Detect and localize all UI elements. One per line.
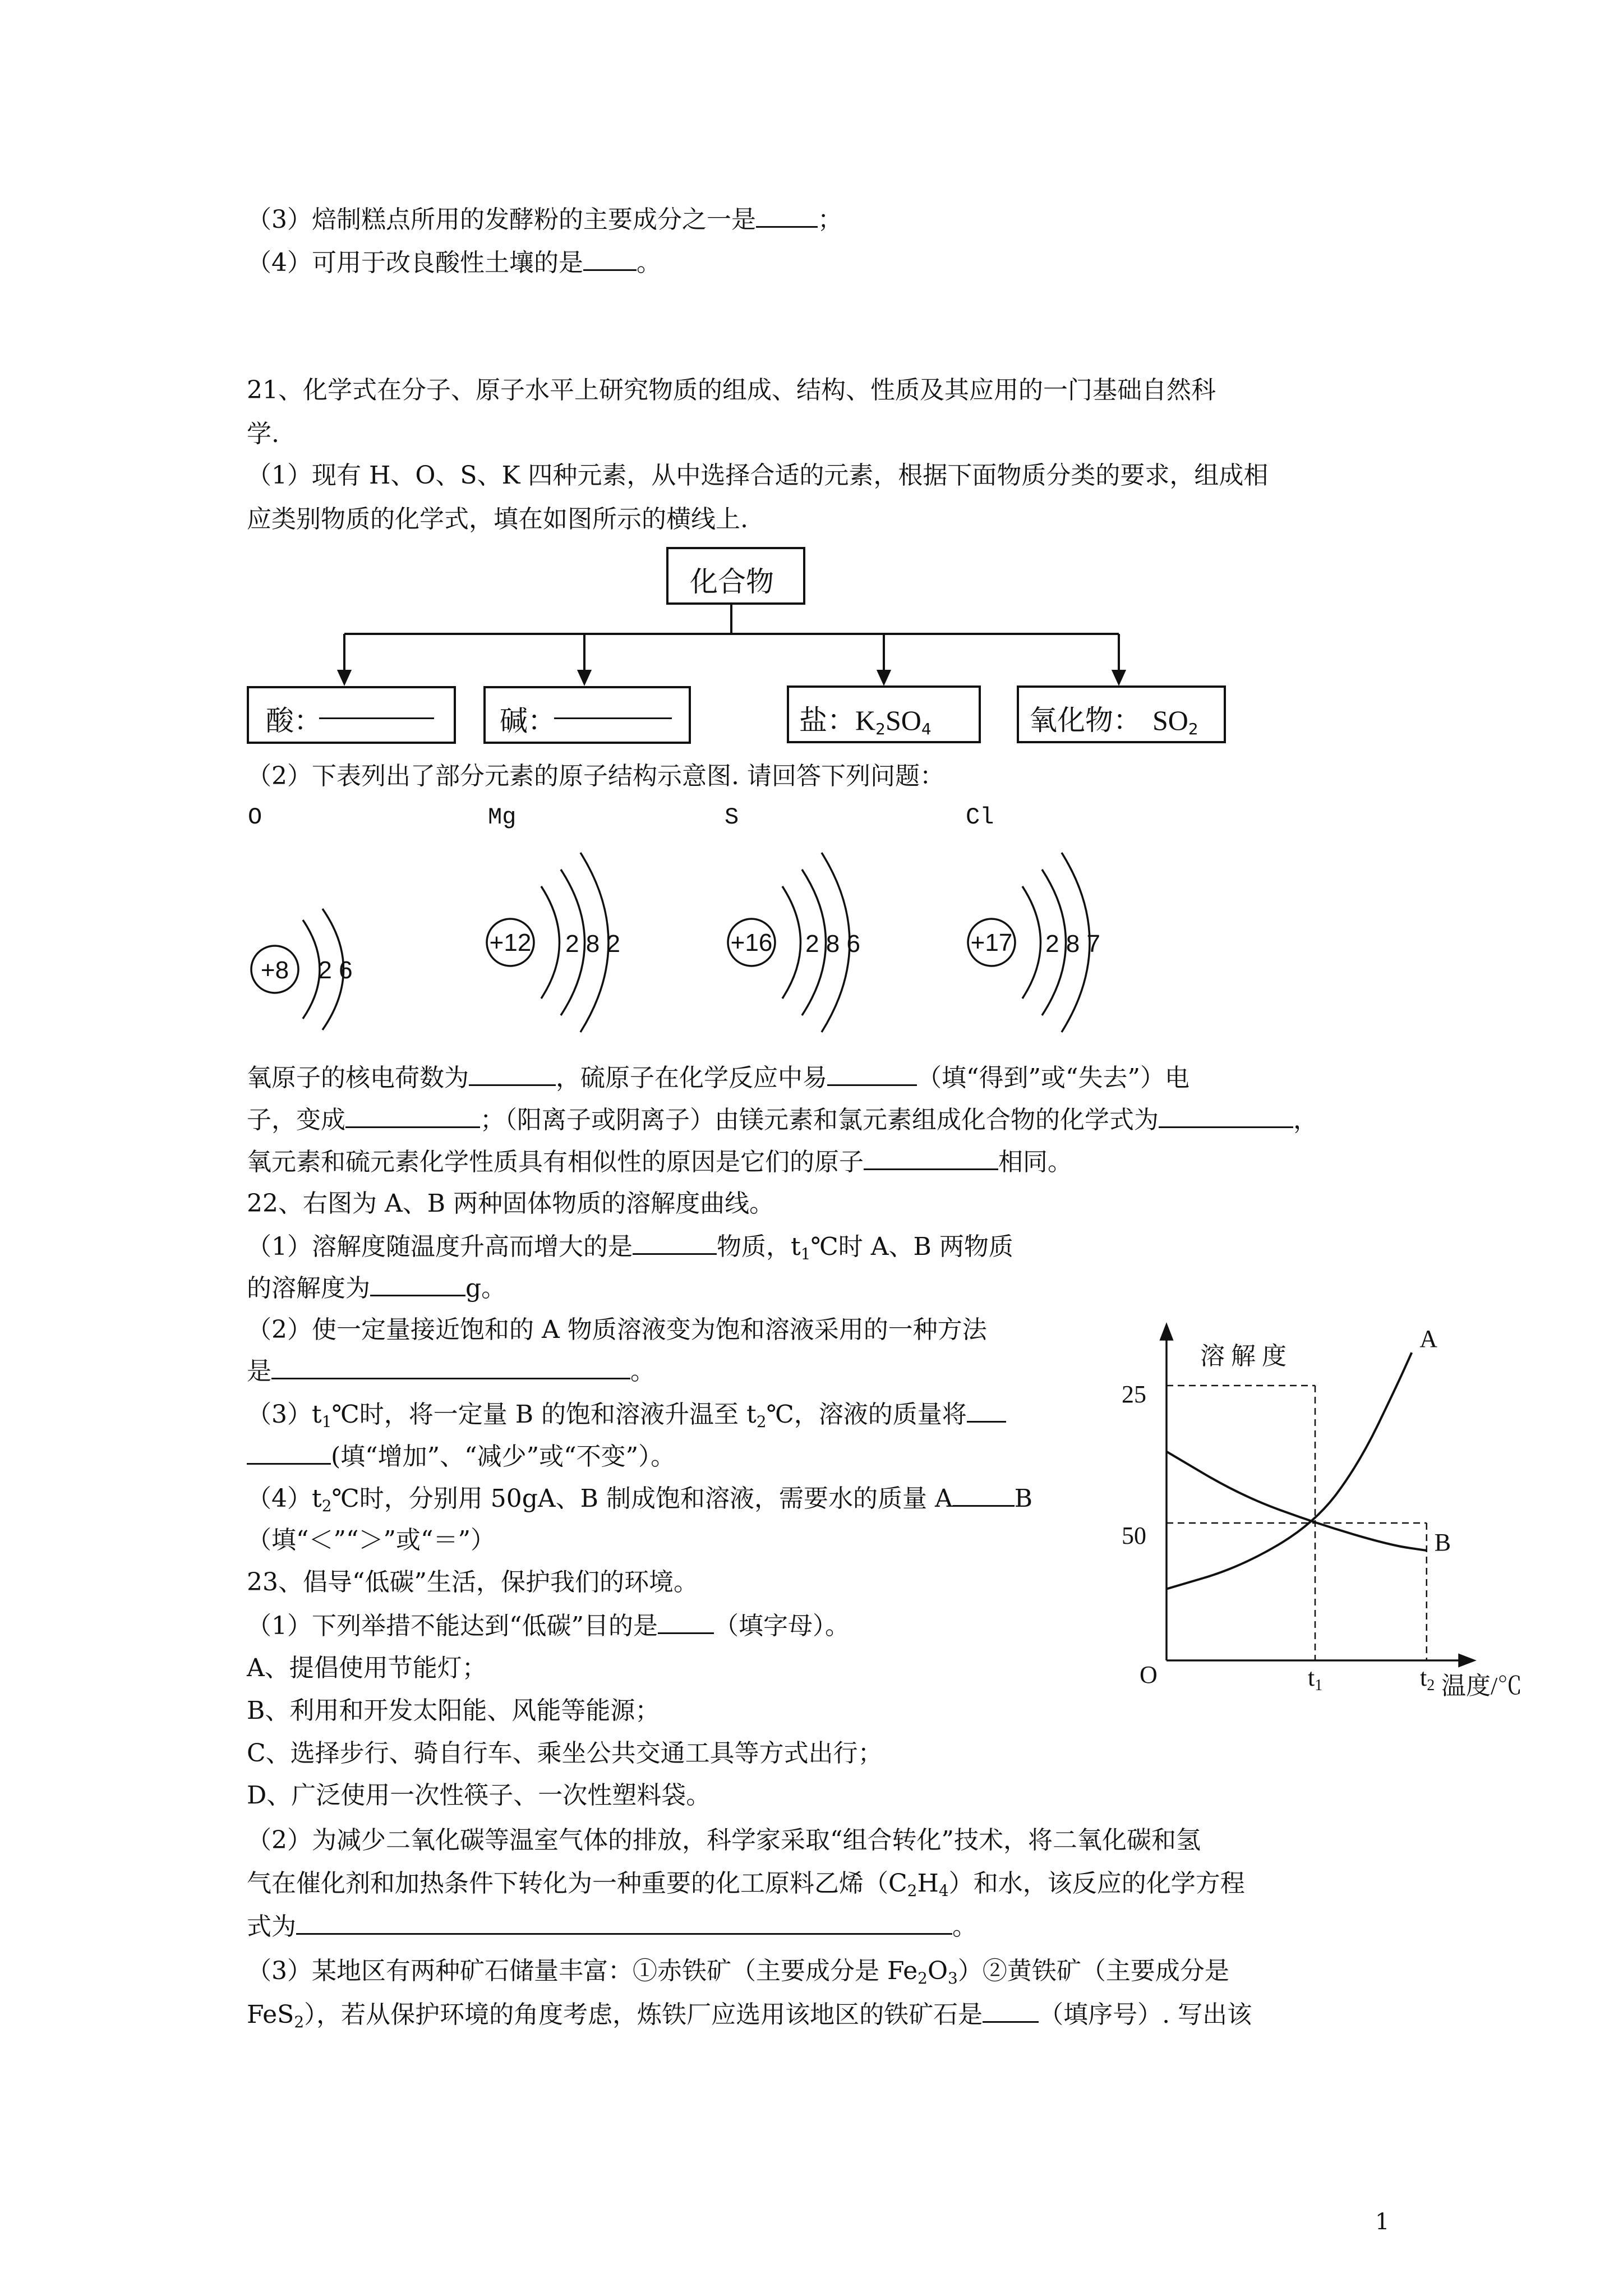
curve-b	[1166, 1452, 1427, 1550]
q21-intro-b: 学.	[247, 420, 279, 448]
chart-x-tick-t2-main: t	[1420, 1664, 1427, 1691]
q21-fill-b	[247, 1105, 1318, 1135]
q21-blank-ion-type[interactable]	[345, 1105, 480, 1128]
compound-root-box	[666, 547, 805, 605]
acid-box	[247, 686, 456, 744]
q23-2a: （2）为减少二氧化碳等温室气体的排放，科学家采取“组合转化”技术，将二氧化碳和氢	[247, 1826, 1201, 1855]
q23-2b-3: ）和水，该反应的化学方程	[948, 1869, 1245, 1898]
atom-o-nucleus: +8	[260, 956, 289, 984]
q23-3a-sub2: 2	[917, 1969, 928, 1987]
atom-o-symbol: O	[248, 804, 262, 831]
atom-cl-diagram	[968, 853, 1100, 1032]
oxide-label-text: 氧化物：	[1029, 704, 1141, 737]
q23-blank-ore[interactable]	[983, 2000, 1039, 2023]
q23-3a	[247, 1957, 1229, 1988]
q23-3b	[247, 2000, 1252, 2032]
atom-cl-shells: 2 8 7	[1045, 930, 1100, 958]
atom-mg-shells: 2 8 2	[565, 930, 620, 958]
q23-3a-1: （3）某地区有两种矿石储量丰富：①赤铁矿（主要成分是 Fe	[247, 1957, 918, 1985]
acid-blank[interactable]	[319, 717, 434, 719]
q21-blank-mgcl-formula[interactable]	[1159, 1105, 1293, 1128]
q21-blank-nuclear-charge[interactable]	[469, 1063, 556, 1086]
q23-3a-3: ）②黄铁矿（主要成分是	[957, 1957, 1229, 1985]
q22-intro: 22、右图为 A、B 两种固体物质的溶解度曲线。	[247, 1189, 774, 1218]
q22-blank-increasing[interactable]	[633, 1232, 717, 1255]
q21-fill-a	[247, 1063, 1189, 1093]
acid-label: 酸：	[266, 705, 322, 737]
q22-2b-1: 是	[247, 1357, 271, 1386]
q23-1-text: （1）下列举措不能达到“低碳”目的是	[247, 1612, 658, 1640]
q21-fill-a3: （填“得到”或“失去”）电	[917, 1064, 1189, 1092]
chart-x-tick-t1-sub: 1	[1315, 1677, 1323, 1694]
q23-2b-1: 气在催化剂和加热条件下转化为一种重要的化工原料乙烯（C	[247, 1869, 907, 1898]
q22-3b-text: (填“增加”、“减少”或“不变”）。	[331, 1442, 676, 1471]
base-box	[483, 686, 691, 744]
q22-3a-2: ℃时，将一定量 B 的饱和溶液升温至 t	[331, 1400, 757, 1429]
oxide-box	[1017, 685, 1226, 743]
q23-2c-1: 式为	[247, 1912, 296, 1941]
q21-fill-c	[247, 1147, 1072, 1177]
q23-1-end: （填字母）。	[713, 1612, 850, 1640]
salt-label-text: 盐：	[799, 704, 855, 737]
q23-2c-2: 。	[952, 1912, 977, 1941]
q23-3b-sub2: 2	[294, 2013, 305, 2031]
q21-2: （2）下表列出了部分元素的原子结构示意图. 请回答下列问题：	[247, 762, 944, 790]
atom-structure-diagrams	[0, 830, 1623, 1055]
q23-2b-sub4: 4	[938, 1881, 949, 1900]
salt-label	[799, 698, 932, 738]
q21-fill-a1: 氧原子的核电荷数为	[247, 1064, 469, 1092]
q23-3a-sub3: 3	[948, 1969, 958, 1987]
q22-3a-1: （3）t	[247, 1400, 322, 1429]
atom-s-nucleus: +16	[730, 929, 773, 956]
oxide-formula-sub: 2	[1188, 720, 1198, 738]
compound-root-label: 化合物	[690, 565, 774, 598]
curve-a	[1166, 1352, 1412, 1589]
q23-blank-equation[interactable]	[296, 1912, 952, 1935]
chart-y-label: 溶 解 度	[1200, 1342, 1287, 1370]
atom-mg-nucleus: +12	[489, 929, 532, 956]
q23-3b-2: ），若从保护环境的角度考虑，炼铁厂应选用该地区的铁矿石是	[304, 2000, 983, 2029]
atom-s-symbol: S	[725, 804, 739, 831]
atom-s-diagram	[728, 853, 860, 1032]
q21-fill-b2: ；（阳离子或阴离子）由镁元素和氯元素组成化合物的化学式为	[480, 1106, 1159, 1134]
q22-3a-3: ℃，溶液的质量将	[766, 1400, 967, 1429]
q22-blank-compare[interactable]	[953, 1484, 1015, 1507]
q21-fill-c1: 氧元素和硫元素化学性质具有相似性的原因是它们的原子	[247, 1148, 864, 1176]
atom-o-diagram	[251, 909, 353, 1030]
q20-3-text: （3）焙制糕点所用的发酵粉的主要成分之一是	[247, 205, 756, 234]
q23-2b-2: H	[917, 1869, 939, 1898]
q23-2b	[247, 1869, 1245, 1901]
base-blank[interactable]	[554, 717, 672, 719]
q22-1a-1: （1）溶解度随温度升高而增大的是	[247, 1232, 633, 1261]
q22-1a-2: 物质，t	[717, 1232, 801, 1261]
q22-1b-1: 的溶解度为	[247, 1274, 370, 1303]
q22-3a-sub1: 1	[321, 1412, 332, 1431]
chart-x-tick-t2	[1420, 1664, 1435, 1694]
q23-3b-1: FeS	[247, 2000, 294, 2029]
q22-blank-mass-a[interactable]	[967, 1400, 1006, 1423]
q22-blank-solubility[interactable]	[370, 1273, 465, 1296]
q23-3a-2: O	[927, 1957, 948, 1985]
q22-4b: （填“＜”“＞”或“＝”）	[247, 1526, 495, 1554]
q22-1a	[247, 1232, 1013, 1264]
q22-4a	[247, 1484, 1032, 1516]
q22-3a-sub2: 2	[756, 1412, 767, 1431]
salt-formula-so: SO	[885, 705, 921, 736]
q21-blank-similarity[interactable]	[864, 1147, 998, 1170]
q22-4a-3: B	[1014, 1484, 1033, 1513]
q23-option-b: B、利用和开发太阳能、风能等能源；	[247, 1696, 660, 1725]
q20-3-end: ；	[818, 205, 842, 234]
salt-formula-sub2: 4	[921, 720, 932, 738]
q22-1a-sub: 1	[800, 1245, 811, 1263]
chart-x-tick-t2-sub: 2	[1427, 1677, 1435, 1694]
q23-3b-3: （填序号）. 写出该	[1039, 2000, 1252, 2029]
q22-1a-3: ℃时 A、B 两物质	[810, 1232, 1013, 1261]
chart-origin-label: O	[1140, 1661, 1158, 1688]
series-label-b: B	[1434, 1529, 1451, 1556]
chart-y-tick-50: 25	[1122, 1381, 1146, 1408]
atom-s-shells: 2 8 6	[805, 930, 860, 958]
q22-2b-2: 。	[630, 1357, 655, 1386]
salt-formula-k: K	[855, 705, 876, 736]
base-label: 碱：	[500, 705, 556, 737]
q21-fill-b3: ，	[1293, 1106, 1318, 1134]
q22-blank-mass-b[interactable]	[247, 1442, 331, 1465]
atom-mg-symbol: Mg	[488, 804, 517, 831]
q22-3a	[247, 1400, 1006, 1432]
q21-1a: （1）现有 H、O、S、K 四种元素，从中选择合适的元素，根据下面物质分类的要求，组成相	[247, 461, 1269, 490]
q23-2c	[247, 1912, 977, 1942]
q22-2b	[247, 1356, 655, 1387]
q22-4a-1: （4）t	[247, 1484, 322, 1513]
q21-fill-a2: ，硫原子在化学反应中易	[556, 1064, 827, 1092]
q21-fill-b1: 子，变成	[247, 1106, 345, 1134]
q23-option-c: C、选择步行、骑自行车、乘坐公共交通工具等方式出行；	[247, 1739, 883, 1768]
chart-x-label: 温度/℃	[1441, 1672, 1523, 1700]
q21-blank-gain-lose[interactable]	[827, 1063, 917, 1086]
q23-blank-choice[interactable]	[658, 1611, 714, 1634]
q21-intro-a: 21、化学式在分子、原子水平上研究物质的组成、结构、性质及其应用的一门基础自然科	[247, 376, 1216, 404]
q23-1	[247, 1611, 850, 1641]
q22-1b-2: g。	[465, 1274, 506, 1303]
q23-intro: 23、倡导“低碳”生活，保护我们的环境。	[247, 1568, 698, 1596]
salt-formula-sub: 2	[875, 720, 886, 738]
q21-fill-c2: 相同。	[998, 1148, 1072, 1176]
q20-4-text: （4）可用于改良酸性土壤的是	[247, 249, 583, 277]
q21-1b: 应类别物质的化学式，填在如图所示的横线上.	[247, 505, 748, 533]
chart-y-tick-25: 50	[1122, 1522, 1146, 1549]
y-axis-arrow	[1161, 1325, 1172, 1340]
q23-option-a: A、提倡使用节能灯；	[247, 1654, 487, 1682]
q23-2b-sub2: 2	[907, 1881, 917, 1900]
q22-2a: （2）使一定量接近饱和的 A 物质溶液变为饱和溶液采用的一种方法	[247, 1315, 987, 1344]
q23-option-d: D、广泛使用一次性筷子、一次性塑料袋。	[247, 1781, 711, 1810]
atom-cl-nucleus: +17	[970, 929, 1013, 956]
chart-x-tick-t1-main: t	[1308, 1664, 1315, 1691]
q22-blank-method[interactable]	[271, 1356, 630, 1379]
salt-box	[787, 685, 981, 743]
oxide-label	[1029, 698, 1198, 738]
atom-o-shells: 2 6	[318, 956, 353, 984]
x-axis-arrow	[1459, 1655, 1474, 1666]
solubility-chart	[1099, 1313, 1523, 1705]
atom-mg-diagram	[487, 853, 620, 1032]
series-label-a: A	[1419, 1325, 1438, 1353]
q22-1b	[247, 1273, 506, 1304]
page-number: 1	[1375, 2209, 1390, 2235]
q22-4a-sub: 2	[321, 1497, 332, 1515]
q20-4-end: 。	[637, 249, 661, 277]
classification-connectors	[0, 0, 1623, 785]
q22-3b	[247, 1442, 675, 1472]
chart-x-tick-t1	[1308, 1664, 1322, 1694]
q22-4a-2: ℃时，分别用 50gA、B 制成饱和溶液，需要水的质量 A	[331, 1484, 953, 1513]
atom-cl-symbol: Cl	[966, 804, 994, 831]
oxide-formula: SO	[1152, 705, 1188, 736]
